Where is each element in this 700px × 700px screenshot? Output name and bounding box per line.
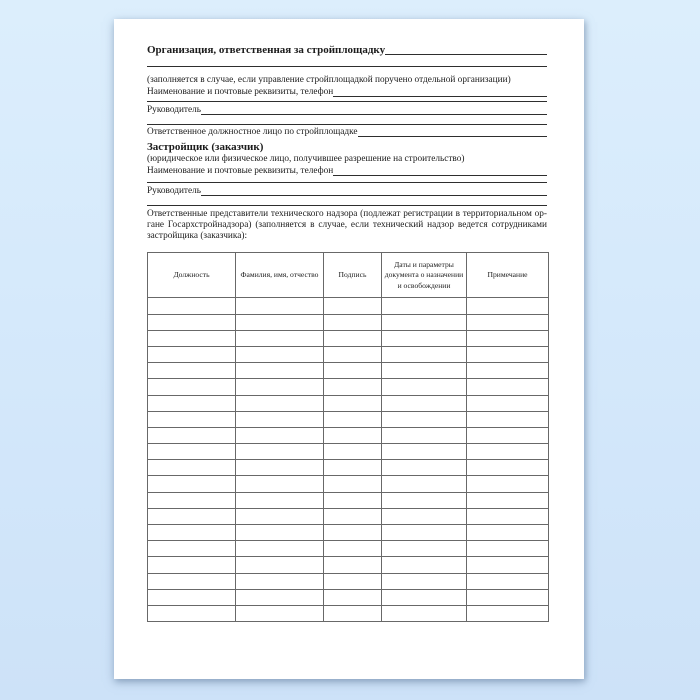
empty-cell: [236, 379, 324, 395]
empty-cell: [148, 541, 236, 557]
empty-cell: [236, 314, 324, 330]
org-requisites-label: Наименование и почтовые реквизиты, телефон: [147, 87, 334, 97]
empty-cell: [236, 346, 324, 362]
blank-field-line: [147, 101, 547, 102]
empty-cell: [148, 557, 236, 573]
empty-cell: [467, 492, 549, 508]
empty-cell: [382, 492, 467, 508]
empty-cell: [467, 541, 549, 557]
page-content: [114, 19, 584, 679]
empty-cell: [324, 298, 382, 314]
empty-cell: [148, 330, 236, 346]
empty-cell: [324, 525, 382, 541]
blank-field-line: [201, 105, 547, 115]
empty-cell: [148, 444, 236, 460]
empty-cell: [148, 314, 236, 330]
empty-cell: [467, 314, 549, 330]
empty-cell: [236, 444, 324, 460]
column-header: Даты и параметры документа о назначении и освобождении: [382, 253, 467, 298]
table-row: [148, 557, 549, 573]
empty-cell: [467, 330, 549, 346]
supervision-paragraph-line: гане Госархстройнадзора) (заполняется в случае, если технический надзор ведется сотрудниками: [147, 219, 547, 230]
empty-cell: [467, 605, 549, 621]
empty-cell: [236, 573, 324, 589]
org-responsible-label: Ответственное должностное лицо по стройплощадке: [147, 127, 358, 137]
blank-field-line: [385, 44, 547, 55]
org-section-note: (заполняется в случае, если управление стройплощадкой поручено отдельной организации): [147, 75, 511, 85]
empty-cell: [382, 346, 467, 362]
blank-field-line: [333, 166, 547, 176]
empty-cell: [382, 363, 467, 379]
table-row: [148, 508, 549, 524]
empty-cell: [148, 460, 236, 476]
empty-cell: [236, 557, 324, 573]
empty-cell: [236, 525, 324, 541]
supervision-paragraph-line: Ответственные представители технического надзора (подлежат регистрации в территориальном ор-: [147, 209, 547, 219]
empty-cell: [324, 379, 382, 395]
empty-cell: [382, 444, 467, 460]
table-row: [148, 379, 549, 395]
empty-cell: [467, 346, 549, 362]
empty-cell: [148, 525, 236, 541]
table-row: [148, 525, 549, 541]
empty-cell: [148, 492, 236, 508]
empty-cell: [324, 346, 382, 362]
empty-cell: [148, 298, 236, 314]
empty-cell: [382, 508, 467, 524]
empty-cell: [382, 573, 467, 589]
blank-field-line: [201, 186, 547, 196]
developer-section-title: Застройщик (заказчик): [147, 141, 264, 153]
developer-section-note: (юридическое или физическое лицо, получившее разрешение на строительство): [147, 154, 465, 164]
supervisors-table: [147, 252, 549, 622]
empty-cell: [382, 605, 467, 621]
empty-cell: [148, 589, 236, 605]
empty-cell: [324, 589, 382, 605]
empty-cell: [467, 379, 549, 395]
empty-cell: [467, 298, 549, 314]
empty-cell: [324, 492, 382, 508]
empty-cell: [382, 411, 467, 427]
empty-cell: [236, 492, 324, 508]
empty-cell: [324, 411, 382, 427]
empty-cell: [382, 314, 467, 330]
table-row: [148, 314, 549, 330]
empty-cell: [382, 541, 467, 557]
empty-cell: [382, 557, 467, 573]
empty-cell: [148, 346, 236, 362]
empty-cell: [467, 589, 549, 605]
empty-cell: [148, 427, 236, 443]
document-page: [114, 19, 584, 679]
empty-cell: [324, 427, 382, 443]
developer-manager-label: Руководитель: [147, 186, 201, 196]
empty-cell: [382, 298, 467, 314]
table-row: [148, 298, 549, 314]
table-row: [148, 395, 549, 411]
supervisors-table-head: [148, 253, 549, 298]
empty-cell: [236, 605, 324, 621]
empty-cell: [148, 411, 236, 427]
empty-cell: [324, 541, 382, 557]
empty-cell: [467, 573, 549, 589]
org-requisites-line: [147, 87, 547, 98]
empty-cell: [324, 476, 382, 492]
empty-cell: [467, 557, 549, 573]
table-row: [148, 573, 549, 589]
empty-cell: [324, 605, 382, 621]
empty-cell: [467, 395, 549, 411]
table-row: [148, 346, 549, 362]
empty-cell: [236, 589, 324, 605]
header-row: [148, 253, 549, 298]
empty-cell: [324, 314, 382, 330]
empty-cell: [382, 476, 467, 492]
empty-cell: [324, 395, 382, 411]
empty-cell: [467, 363, 549, 379]
empty-cell: [236, 298, 324, 314]
empty-cell: [324, 330, 382, 346]
empty-cell: [236, 330, 324, 346]
empty-cell: [236, 363, 324, 379]
blank-field-line: [147, 124, 547, 125]
org-section-title-line: [147, 44, 547, 56]
blank-field-line: [147, 205, 547, 206]
column-header: Подпись: [324, 253, 382, 298]
table-row: [148, 444, 549, 460]
blank-field-line: [333, 87, 547, 97]
org-manager-line: [147, 105, 547, 116]
empty-cell: [467, 460, 549, 476]
column-header: Фамилия, имя, отчество: [236, 253, 324, 298]
empty-cell: [324, 573, 382, 589]
empty-cell: [324, 557, 382, 573]
empty-cell: [148, 363, 236, 379]
empty-cell: [148, 395, 236, 411]
blank-field-line: [147, 182, 547, 183]
empty-cell: [467, 508, 549, 524]
developer-requisites-label: Наименование и почтовые реквизиты, телефон: [147, 166, 334, 176]
org-manager-label: Руководитель: [147, 105, 201, 115]
empty-cell: [236, 427, 324, 443]
empty-cell: [382, 525, 467, 541]
blank-field-line: [358, 127, 547, 137]
empty-cell: [382, 330, 467, 346]
table-row: [148, 605, 549, 621]
org-section-title: Организация, ответственная за стройплощадку: [147, 44, 386, 56]
empty-cell: [148, 605, 236, 621]
table-row: [148, 427, 549, 443]
empty-cell: [324, 508, 382, 524]
empty-cell: [382, 379, 467, 395]
empty-cell: [236, 460, 324, 476]
table-row: [148, 589, 549, 605]
empty-cell: [324, 460, 382, 476]
table-row: [148, 541, 549, 557]
table-row: [148, 460, 549, 476]
empty-cell: [467, 525, 549, 541]
developer-manager-line: [147, 186, 547, 197]
empty-cell: [467, 411, 549, 427]
table-row: [148, 363, 549, 379]
empty-cell: [324, 363, 382, 379]
empty-cell: [324, 444, 382, 460]
blank-field-line: [147, 66, 547, 67]
empty-cell: [148, 508, 236, 524]
empty-cell: [236, 476, 324, 492]
empty-cell: [467, 427, 549, 443]
empty-cell: [236, 508, 324, 524]
supervision-paragraph-line: застройщика (заказчика):: [147, 230, 248, 241]
empty-cell: [467, 444, 549, 460]
table-row: [148, 492, 549, 508]
developer-requisites-line: [147, 166, 547, 177]
column-header: Должность: [148, 253, 236, 298]
column-header: Примечание: [467, 253, 549, 298]
empty-cell: [382, 395, 467, 411]
table-row: [148, 411, 549, 427]
empty-cell: [382, 589, 467, 605]
empty-cell: [148, 476, 236, 492]
empty-cell: [467, 476, 549, 492]
org-responsible-line: [147, 127, 547, 138]
empty-cell: [236, 541, 324, 557]
empty-cell: [236, 395, 324, 411]
empty-cell: [148, 379, 236, 395]
table-row: [148, 476, 549, 492]
empty-cell: [236, 411, 324, 427]
empty-cell: [382, 427, 467, 443]
supervisors-table-body: [148, 298, 549, 622]
table-row: [148, 330, 549, 346]
empty-cell: [148, 573, 236, 589]
supervision-paragraph: [147, 209, 547, 241]
empty-cell: [382, 460, 467, 476]
